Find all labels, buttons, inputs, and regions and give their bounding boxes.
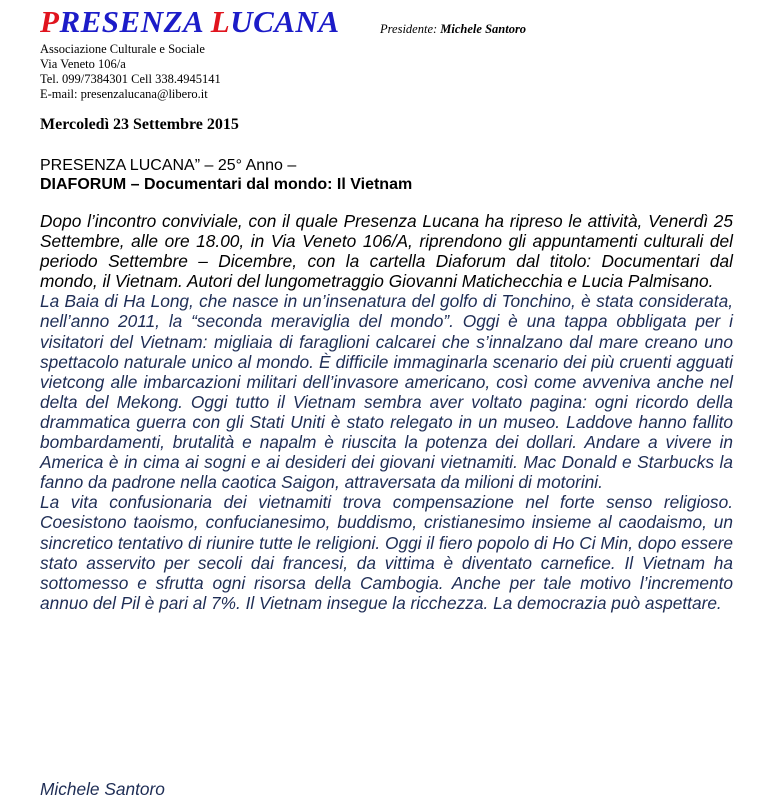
logo-text-ucana: UCANA [230, 4, 340, 39]
association-name: Associazione Culturale e Sociale [40, 42, 205, 56]
logo-title [40, 4, 340, 40]
president-line [380, 22, 526, 37]
document-date: Mercoledì 23 Settembre 2015 [40, 116, 239, 133]
paragraph-religion: La vita confusionaria dei vietnamiti trova compensazione nel forte senso religioso. Coesistono taoismo, confucianesimo, buddismo, cristianesimo insieme al caodaismo, un sincretico tentativo di riunire tutte le religioni. Oggi il fiero popolo di Ho Ci Min, dopo essere stato asservito per secoli dai francesi, da vittima è diventato carnefice. Il Vietnam ha sottomesso e sfrutta ogni risorsa della Cambogia. Anche per tale motivo l’incremento annuo del Pil è pari al 7%. Il Vietnam insegue la ricchezza. La democrazia può aspettare. [40, 492, 733, 613]
association-email: E-mail: presenzalucana@libero.it [40, 87, 208, 101]
president-label: Presidente: [380, 22, 441, 36]
logo-letter-p: P [40, 4, 60, 39]
association-phone: Tel. 099/7384301 Cell 338.4945141 [40, 72, 221, 86]
headline-line-1: PRESENZA LUCANA” – 25° Anno – [40, 157, 297, 174]
association-address: Via Veneto 106/a [40, 57, 126, 71]
paragraph-ha-long: La Baia di Ha Long, che nasce in un’insenatura del golfo di Tonchino, è stata considerata, nell’anno 2011, la “seconda meraviglia del mondo”. Oggi è una tappa obbligata per i visitatori del Vietnam: migliaia di faraglioni calcarei che s’innalzano dal mare creano uno spettacolo naturale unico al mondo. È difficile immaginarla scenario dei più cruenti agguati vietcong alle imbarcazioni militari dell’invasore americano, così come avveniva anche nel delta del Mekong. Oggi tutto il Vietnam sembra aver voltato pagina: ogni ricordo della drammatica guerra con gli Stati Uniti è stato relegato in un museo. Laddove hanno fallito bombardamenti, brutalità e napalm è riuscita la potenza dei dollari. Andare a vivere in America è in cima ai sogni e ai desideri dei giovani vietnamiti. Mac Donald e Starbucks la fanno da padrone nella caotica Saigon, attraversata da milioni di motorini. [40, 291, 733, 493]
signature: Michele Santoro [40, 779, 165, 799]
headline-line-2: DIAFORUM – Documentari dal mondo: Il Vietnam [40, 176, 413, 193]
headline [40, 156, 412, 194]
paragraph-intro: Dopo l’incontro conviviale, con il quale Presenza Lucana ha ripreso le attività, Venerdì 25 Settembre, alle ore 18.00, in Via Veneto 106/A, riprendono gli appuntamenti culturali del periodo Settembre – Dicembre, con la cartella Diaforum dal titolo: Documentari dal mondo, il Vietnam. Autori del lungometraggio Giovanni Matichecchia e Lucia Palmisano. [40, 211, 733, 292]
logo-text-resenza: RESENZA [59, 4, 211, 39]
logo-letter-l: L [210, 4, 231, 39]
article-body [40, 211, 733, 613]
association-info [40, 42, 221, 102]
president-name: Michele Santoro [440, 22, 527, 36]
